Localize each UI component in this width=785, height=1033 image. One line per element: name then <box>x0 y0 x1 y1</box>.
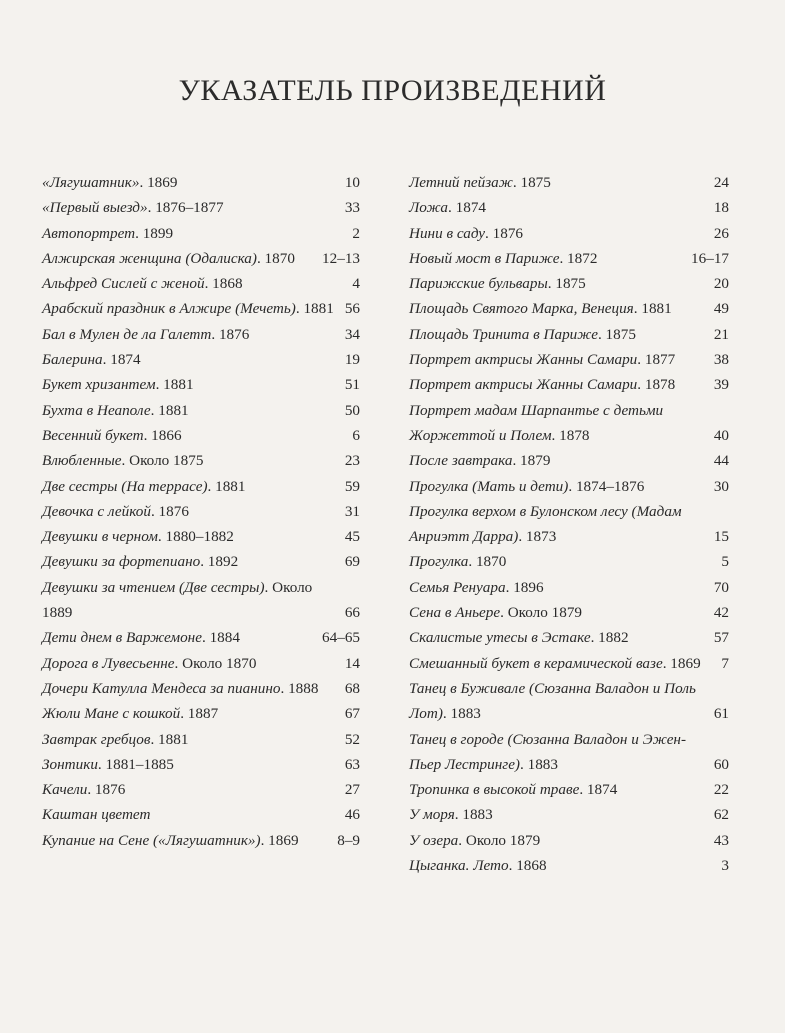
index-entry <box>22 752 360 777</box>
artwork-date: . 1876–1877 <box>147 199 224 217</box>
artwork-title: Букет хризантем <box>42 376 156 394</box>
index-entry <box>22 828 360 853</box>
page-number: 6 <box>352 426 360 444</box>
page-number: 22 <box>713 781 729 799</box>
artwork-title: Две сестры (На террасе) <box>42 477 208 495</box>
artwork-title: Купание на Сене («Лягушатник») <box>42 831 261 849</box>
artwork-title: Завтрак гребцов <box>42 730 151 748</box>
page-number: 51 <box>344 376 360 394</box>
index-entry <box>389 271 729 296</box>
page-number: 49 <box>713 300 729 318</box>
artwork-title: Портрет актрисы Жанны Самари <box>409 376 638 394</box>
index-entry <box>22 423 360 448</box>
artwork-title: Автопортрет <box>42 224 136 242</box>
page-number: 63 <box>344 755 360 773</box>
artwork-date: . 1880–1882 <box>157 528 234 546</box>
artwork-date: . 1876 <box>485 224 524 242</box>
artwork-title: Девочка с лейкой <box>42 502 151 520</box>
artwork-title: Бал в Мулен де ла Галетт <box>42 325 212 343</box>
page-number: 27 <box>344 781 360 799</box>
artwork-title: Парижские бульвары <box>409 275 548 293</box>
index-entry <box>22 347 360 372</box>
artwork-title: Семья Ренуара <box>409 578 506 596</box>
artwork-date: . 1872 <box>559 249 598 267</box>
page-number: 4 <box>352 275 360 293</box>
index-entry <box>22 549 360 574</box>
index-column-left <box>22 170 360 853</box>
page-number: 60 <box>713 755 729 773</box>
artwork-date: . 1876 <box>87 781 126 799</box>
artwork-title: Жюли Мане с кошкой <box>42 705 181 723</box>
artwork-date: . 1899 <box>135 224 174 242</box>
page-number: 64–65 <box>322 629 360 647</box>
artwork-title: После завтрака <box>409 452 513 470</box>
artwork-title: Альфред Сислей с женой <box>42 275 205 293</box>
index-entry <box>389 777 729 802</box>
artwork-title: Зонтики <box>42 755 98 773</box>
artwork-date: . 1878 <box>551 426 590 444</box>
page-number: 31 <box>344 502 360 520</box>
page-number: 18 <box>713 199 729 217</box>
artwork-title: Тропинка в высокой траве <box>409 781 580 799</box>
index-entry <box>389 727 729 778</box>
artwork-date: . 1883 <box>520 755 558 773</box>
page-number: 33 <box>344 199 360 217</box>
artwork-title: Арабский праздник в Алжире (Мечеть) <box>42 300 296 318</box>
artwork-date: . 1881 <box>633 300 672 318</box>
artwork-date: . 1876 <box>211 325 250 343</box>
artwork-title: Скалистые утесы в Эстаке <box>409 629 591 647</box>
index-entry <box>389 372 729 397</box>
index-entry <box>389 170 729 195</box>
artwork-title: Прогулка (Мать и дети) <box>409 477 569 495</box>
artwork-title: Девушки в черном <box>42 528 158 546</box>
artwork-date: . 1877 <box>637 351 676 369</box>
page-number: 8–9 <box>337 831 360 849</box>
artwork-date: . 1868 <box>204 275 243 293</box>
index-entry <box>389 853 729 878</box>
index-entry <box>22 625 360 650</box>
artwork-title: Сена в Аньере <box>409 604 501 622</box>
page-number: 44 <box>713 452 729 470</box>
artwork-date: . Около 1889 <box>42 578 313 622</box>
index-entry <box>389 474 729 499</box>
artwork-date: . Около 1870 <box>174 654 257 672</box>
page-number: 50 <box>344 401 360 419</box>
index-entry <box>389 448 729 473</box>
artwork-date: . 1874 <box>448 199 486 217</box>
index-entry <box>389 625 729 650</box>
page-number: 24 <box>713 174 729 191</box>
page-number: 42 <box>713 604 729 622</box>
page-number: 45 <box>344 528 360 546</box>
index-entry <box>22 448 360 473</box>
page-number: 69 <box>344 553 360 571</box>
artwork-title: Дети днем в Варжемоне <box>42 629 202 647</box>
artwork-date: . 1869 <box>139 174 178 191</box>
index-entry <box>22 170 360 195</box>
index-entry <box>389 651 729 676</box>
index-entry <box>22 195 360 220</box>
page-number: 21 <box>713 325 729 343</box>
artwork-title: «Первый выезд» <box>42 199 148 217</box>
index-entry <box>389 347 729 372</box>
page-number: 38 <box>713 351 729 369</box>
artwork-title: «Лягушатник» <box>42 174 140 191</box>
page-number: 26 <box>713 224 729 242</box>
page-number: 20 <box>713 275 729 293</box>
index-entry <box>22 575 360 626</box>
artwork-date: . 1875 <box>597 325 636 343</box>
artwork-title: Летний пейзаж <box>409 174 513 191</box>
artwork-date: . 1879 <box>512 452 551 470</box>
artwork-date: . 1888 <box>280 679 319 697</box>
artwork-title: Портрет актрисы Жанны Самари <box>409 351 638 369</box>
page-number: 43 <box>713 831 729 849</box>
artwork-title: Ложа <box>409 199 449 217</box>
artwork-date: . 1869 <box>260 831 299 849</box>
artwork-date: . 1869 <box>662 654 701 672</box>
page-number: 62 <box>713 806 729 824</box>
artwork-date: . 1873 <box>518 528 557 546</box>
artwork-title: У озера <box>409 831 459 849</box>
artwork-title: Бухта в Неаполе <box>42 401 151 419</box>
artwork-date: . 1866 <box>143 426 182 444</box>
artwork-title: Танец в Буживале (Сюзанна Валадон и Поль Лот) <box>409 679 696 723</box>
artwork-date: . 1881 <box>155 376 194 394</box>
artwork-title: Портрет мадам Шарпантье с детьми Жоржеттой и Полем <box>409 401 664 444</box>
index-entry <box>22 802 360 827</box>
artwork-date: . 1878 <box>637 376 676 394</box>
page-number: 66 <box>344 604 360 622</box>
artwork-date: . 1868 <box>508 857 547 875</box>
page-number: 40 <box>713 426 729 444</box>
artwork-title: Площадь Тринита в Париже <box>409 325 598 343</box>
artwork-date: . 1874–1876 <box>568 477 645 495</box>
artwork-date: . 1876 <box>150 502 189 520</box>
index-entry <box>22 474 360 499</box>
index-entry <box>389 195 729 220</box>
index-entry <box>22 246 360 271</box>
artwork-date: . 1883 <box>442 705 481 723</box>
artwork-title: Новый мост в Париже <box>409 249 560 267</box>
page-number: 3 <box>721 857 729 875</box>
page-number: 57 <box>713 629 729 647</box>
page-number: 46 <box>344 806 360 824</box>
index-entry <box>389 575 729 600</box>
page-number: 39 <box>713 376 729 394</box>
page-number: 19 <box>344 351 360 369</box>
artwork-date: . 1881 <box>295 300 334 318</box>
artwork-title: Площадь Святого Марка, Венеция <box>409 300 634 318</box>
artwork-date: . 1874 <box>579 781 618 799</box>
page-number: 15 <box>713 528 729 546</box>
artwork-title: Танец в городе (Сюзанна Валадон и Эжен-Пьер Лестринге) <box>409 730 687 773</box>
index-entry <box>389 221 729 246</box>
index-entry <box>22 398 360 423</box>
artwork-title: Девушки за чтением (Две сестры) <box>42 578 265 596</box>
page-number: 59 <box>344 477 360 495</box>
index-entry <box>389 802 729 827</box>
artwork-title: Весенний букет <box>42 426 144 444</box>
page-number: 68 <box>344 679 360 697</box>
index-entry <box>22 372 360 397</box>
artwork-date: . 1875 <box>547 275 586 293</box>
index-entry <box>22 499 360 524</box>
artwork-title: Прогулка <box>409 553 469 571</box>
index-entry <box>22 221 360 246</box>
artwork-date: . 1881 <box>150 401 189 419</box>
artwork-title: Влюбленные <box>42 452 122 470</box>
index-entry <box>389 398 729 449</box>
artwork-title: Качели <box>42 781 88 799</box>
artwork-date: . 1870 <box>468 553 507 571</box>
artwork-title: Нини в саду <box>409 224 486 242</box>
artwork-title: Дочери Катулла Мендеса за пианино <box>42 679 281 697</box>
index-entry <box>22 676 360 701</box>
page-number: 5 <box>721 553 729 571</box>
artwork-date: . 1883 <box>454 806 493 824</box>
index-entry <box>389 322 729 347</box>
artwork-title: Цыганка. Лето <box>409 857 509 875</box>
artwork-title: Балерина <box>42 351 103 369</box>
page-number: 12–13 <box>322 249 360 267</box>
artwork-title: Алжирская женщина (Одалиска) <box>42 249 257 267</box>
artwork-date: . Около 1879 <box>458 831 541 849</box>
artwork-date: . 1887 <box>180 705 219 723</box>
artwork-title: Прогулка верхом в Булонском лесу (Мадам Анриэтт Дарра) <box>409 502 682 546</box>
page-number: 52 <box>344 730 360 748</box>
artwork-date: . 1875 <box>512 174 551 191</box>
page-number: 70 <box>713 578 729 596</box>
artwork-title: Смешанный букет в керамической вазе <box>409 654 663 672</box>
index-entry <box>22 271 360 296</box>
index-entry <box>22 701 360 726</box>
artwork-date: . 1870 <box>256 249 295 267</box>
index-entry <box>22 727 360 752</box>
index-entry <box>389 296 729 321</box>
index-column-right <box>389 170 729 878</box>
index-entry <box>389 600 729 625</box>
page-number: 14 <box>344 654 360 672</box>
artwork-date: . Около 1875 <box>121 452 204 470</box>
artwork-date: . 1896 <box>505 578 544 596</box>
artwork-date: . 1884 <box>201 629 240 647</box>
page-number: 7 <box>721 654 729 672</box>
index-entry <box>389 549 729 574</box>
page-number: 34 <box>344 325 360 343</box>
index-entry <box>389 828 729 853</box>
page-number: 10 <box>344 174 360 191</box>
artwork-date: . 1874 <box>102 351 141 369</box>
page-number: 2 <box>352 224 360 242</box>
artwork-date: . 1881 <box>207 477 246 495</box>
artwork-date: . 1892 <box>200 553 239 571</box>
page-number: 23 <box>344 452 360 470</box>
artwork-date: . Около 1879 <box>500 604 583 622</box>
artwork-date: . 1881 <box>150 730 189 748</box>
page-number: 61 <box>713 705 729 723</box>
index-entry <box>389 246 729 271</box>
page-title: УКАЗАТЕЛЬ ПРОИЗВЕДЕНИЙ <box>178 74 607 107</box>
artwork-title: Дорога в Лувесьенне <box>42 654 175 672</box>
index-entry <box>22 777 360 802</box>
page-number: 16–17 <box>691 249 729 267</box>
page-number: 30 <box>713 477 729 495</box>
index-entry <box>22 651 360 676</box>
index-entry <box>22 296 360 321</box>
artwork-date: . 1882 <box>590 629 629 647</box>
page-number: 67 <box>344 705 360 723</box>
page-number: 56 <box>344 300 360 318</box>
index-entry <box>389 676 729 727</box>
index-entry <box>22 524 360 549</box>
artwork-date: . 1881–1885 <box>97 755 174 773</box>
artwork-title: Девушки за фортепиано <box>42 553 201 571</box>
artwork-title: Каштан цветет <box>42 806 151 824</box>
index-entry <box>389 499 729 550</box>
index-entry <box>22 322 360 347</box>
artwork-title: У моря <box>409 806 455 824</box>
